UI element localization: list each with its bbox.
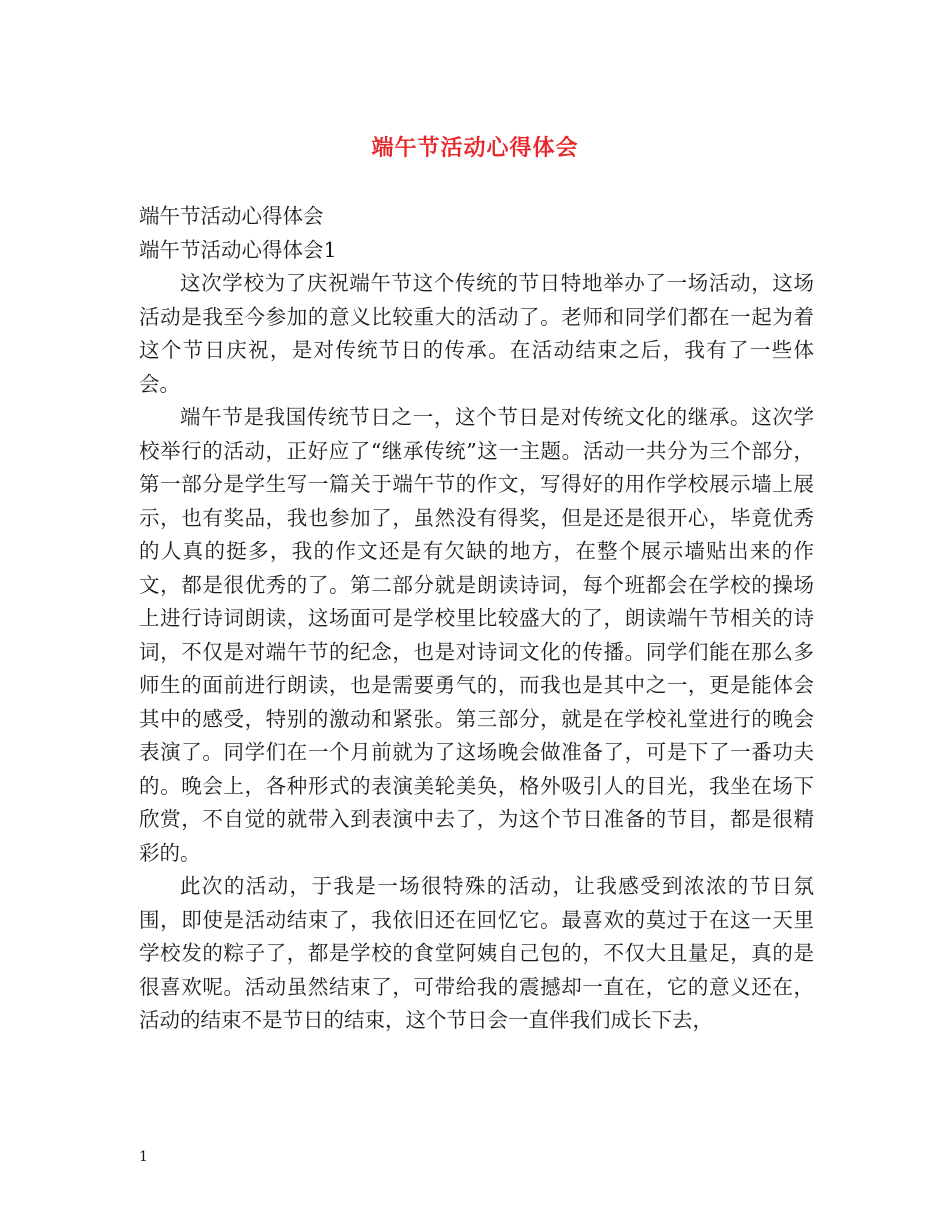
subheading-main: 端午节活动心得体会 xyxy=(139,204,324,228)
paragraph-2: 端午节是我国传统节日之一，这个节日是对传统文化的继承。这次学校举行的活动，正好应了“继承传统”这一主题。活动一共分为三个部分，第一部分是学生写一篇关于端午节的作文，写得好的用作学校展示墙上展示，也有奖品，我也参加了，虽然没有得奖，但是还是很开心，毕竟优秀的人真的挺多，我的作文还是有欠缺的地方，在整个展示墙贴出来的作文，都是很优秀的了。第二部分就是朗读诗词，每个班都会在学校的操场上进行诗词朗读，这场面可是学校里比较盛大的了，朗读端午节相关的诗词，不仅是对端午节的纪念，也是对诗词文化的传播。同学们能在那么多师生的面前进行朗读，也是需要勇气的，而我也是其中之一，更是能体会其中的感受，特别的激动和紧张。第三部分，就是在学校礼堂进行的晚会表演了。同学们在一个月前就为了这场晚会做准备了，可是下了一番功夫的。晚会上，各种形式的表演美轮美奂，格外吸引人的目光，我坐在场下欣赏，不自觉的就带入到表演中去了，为这个节日准备的节目，都是很精彩的。 xyxy=(139,405,814,865)
document-title: 端午节活动心得体会 xyxy=(371,135,579,161)
subheading-section-1: 端午节活动心得体会1 xyxy=(139,237,337,262)
page-number: 1 xyxy=(139,1149,148,1165)
paragraph-3: 此次的活动，于我是一场很特殊的活动，让我感受到浓浓的节日氛围，即使是活动结束了，我依旧还在回忆它。最喜欢的莫过于在这一天里学校发的粽子了，都是学校的食堂阿姨自己包的，不仅大且量足，真的是很喜欢呢。活动虽然结束了，可带给我的震撼却一直在，它的意义还在，活动的结束不是节日的结束，这个节日会一直伴我们成长下去， xyxy=(139,874,814,1032)
document-body xyxy=(139,200,814,1038)
paragraph-1: 这次学校为了庆祝端午节这个传统的节日特地举办了一场活动，这场活动是我至今参加的意义比较重大的活动了。老师和同学们都在一起为着这个节日庆祝，是对传统节日的传承。在活动结束之后，我有了一些体会。 xyxy=(139,271,814,396)
